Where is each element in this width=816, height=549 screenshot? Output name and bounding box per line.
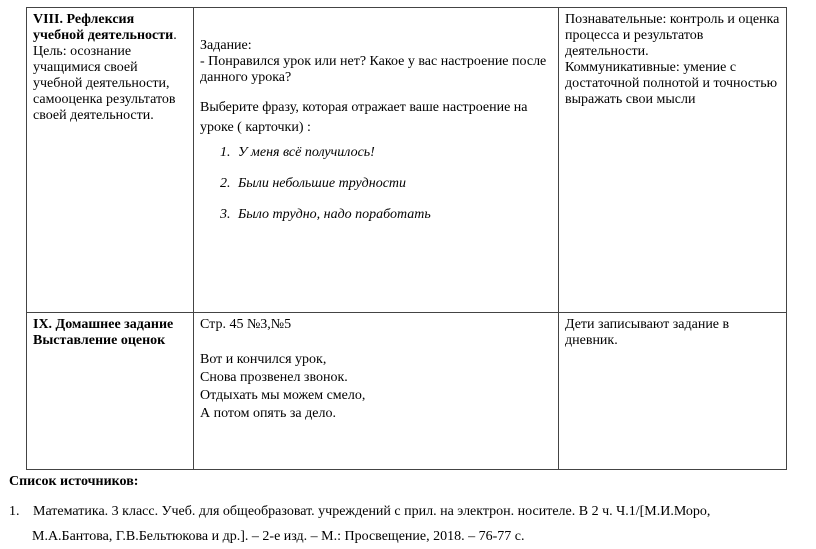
stage-cell-homework: [27, 313, 194, 470]
stage-cell-reflection: [27, 8, 194, 313]
stage-goal-reflection: Цель: осознание учащимися своей учебной деятельности, самооценка результатов своей деятельности.: [33, 44, 176, 123]
mood-phrase-list: [200, 144, 553, 224]
activity-cell-homework: [194, 313, 559, 470]
outcome-cell-reflection: [559, 8, 787, 313]
stage-title-period: .: [173, 28, 177, 43]
task-prompt: Выберите фразу, которая отражает ваше настроение на уроке ( карточки) :: [200, 100, 528, 135]
mood-phrase-3: 3. Было трудно, надо поработать: [234, 206, 553, 224]
stage-title-reflection: VIII. Рефлексия учебной деятельности: [33, 12, 174, 43]
table-row-reflection: [27, 8, 787, 313]
activity-cell-reflection: [194, 8, 559, 313]
task-question: - Понравился урок или нет? Какое у вас настроение после данного урока?: [200, 54, 547, 85]
poem-line: Снова прозвенел звонок.: [200, 370, 348, 385]
sources-title: Список источников:: [9, 474, 139, 489]
table-row-homework: [27, 313, 787, 470]
stage-subtitle-grades: Выставление оценок: [33, 333, 166, 348]
source-item: [9, 499, 799, 549]
mood-phrase-2: 2. Были небольшие трудности: [234, 175, 553, 193]
lesson-table: [26, 7, 787, 470]
outcome-communicative: Коммуникативные: умение с достаточной полнотой и точностью выражать свои мысли: [565, 60, 778, 107]
poem-line: А потом опять за дело.: [200, 406, 336, 421]
poem-line: Отдыхать мы можем смело,: [200, 388, 366, 403]
closing-poem: [200, 351, 553, 423]
outcome-cognitive: Познавательные: контроль и оценка процесса и результатов деятельности.: [565, 12, 780, 59]
outcome-homework: Дети записывают задание в дневник.: [565, 317, 730, 348]
source-text-line2: М.А.Бантова, Г.В.Бельтюкова и др.]. – 2-е изд. – М.: Просвещение, 2018. – 76-77 с.: [32, 529, 525, 544]
poem-line: Вот и кончился урок,: [200, 352, 327, 367]
outcome-cell-homework: [559, 313, 787, 470]
source-text-line1: Математика. 3 класс. Учеб. для общеобразоват. учреждений с прил. на электрон. носителе. В 2 ч. Ч.1/[М.И.Моро,: [33, 504, 711, 519]
task-label: Задание:: [200, 38, 252, 53]
homework-assignment: Стр. 45 №3,№5: [200, 317, 292, 332]
source-number: 1.: [9, 504, 20, 519]
mood-phrase-1: 1. У меня всё получилось!: [234, 144, 553, 162]
stage-title-homework: IX. Домашнее задание: [33, 317, 174, 332]
